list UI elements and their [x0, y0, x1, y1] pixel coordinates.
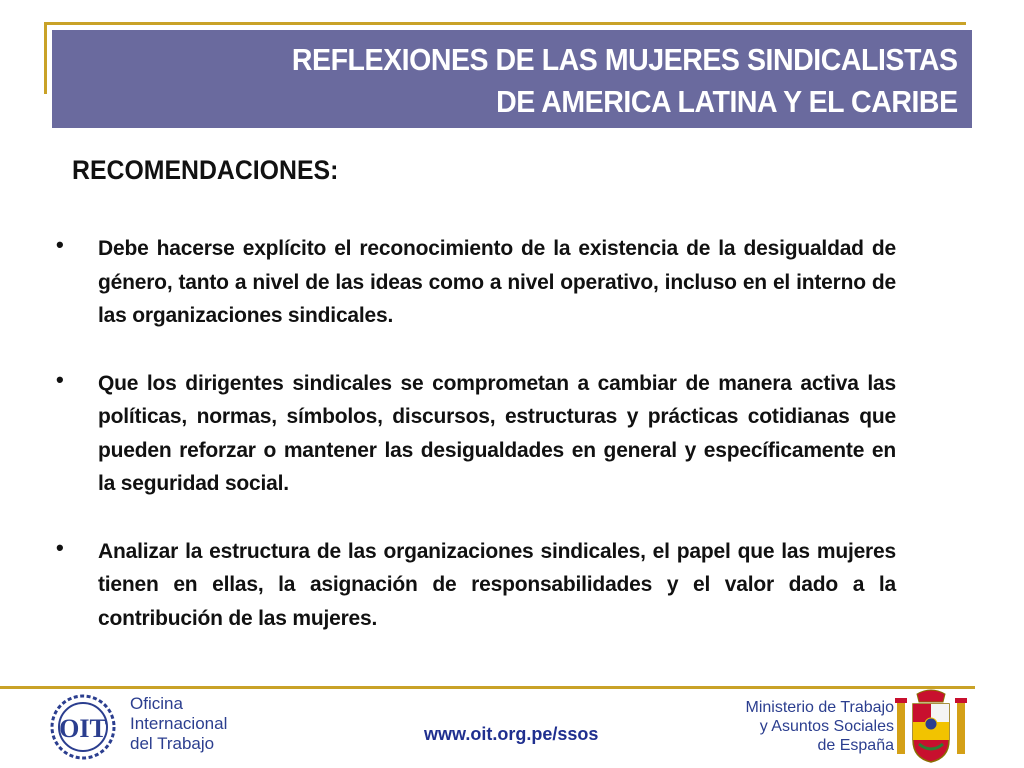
list-item: [56, 367, 896, 501]
section-heading: RECOMENDACIONES:: [72, 155, 339, 185]
oit-logo-icon: [43, 692, 123, 762]
bullet-icon: •: [56, 232, 64, 257]
recommendation-list: [56, 232, 896, 669]
bullet-icon: •: [56, 534, 64, 560]
spain-coat-of-arms-icon: [893, 688, 969, 766]
title-band: [52, 30, 972, 128]
gold-left-rule: [44, 22, 47, 94]
website-link[interactable]: www.oit.org.pe/ssos: [424, 724, 599, 744]
ministry-line-3: de España: [817, 737, 894, 754]
gold-top-rule: [44, 22, 966, 25]
ministry-line-2: y Asuntos Sociales: [759, 718, 894, 735]
list-item: [56, 232, 896, 333]
oit-line-3: del Trabajo: [130, 734, 215, 753]
bullet-icon: •: [56, 366, 64, 392]
footer-rule: [0, 686, 975, 689]
oit-line-2: Internacional: [130, 714, 228, 733]
oit-logo-lettering: OIT: [59, 714, 107, 743]
bullet-text: Debe hacerse explícito el reconocimiento de la existencia de la desigualdad de género, tanto a nivel de las ideas como a nivel operativo, incluso en el interno de las organizaciones sindicales.: [98, 237, 896, 327]
ministry-line-1: Ministerio de Trabajo: [745, 699, 894, 716]
ministry-name: [745, 698, 894, 755]
bullet-text: Analizar la estructura de las organizaciones sindicales, el papel que las mujeres tienen en ellas, la asignación de responsabilidades y el valor dado a la contribución de las mujeres.: [98, 539, 896, 630]
title-line-2: DE AMERICA LATINA Y EL CARIBE: [496, 84, 958, 119]
title-line-1: REFLEXIONES DE LAS MUJERES SINDICALISTAS: [292, 42, 958, 77]
bullet-text: Que los dirigentes sindicales se comprometan a cambiar de manera activa las políticas, normas, símbolos, discursos, estructuras y prácticas cotidianas que pueden reforzar o mantener las desigualdades en general y específicamente en la seguridad social.: [98, 371, 896, 495]
oit-name: [130, 694, 227, 754]
list-item: [56, 535, 896, 636]
oit-line-1: Oficina: [130, 694, 183, 713]
